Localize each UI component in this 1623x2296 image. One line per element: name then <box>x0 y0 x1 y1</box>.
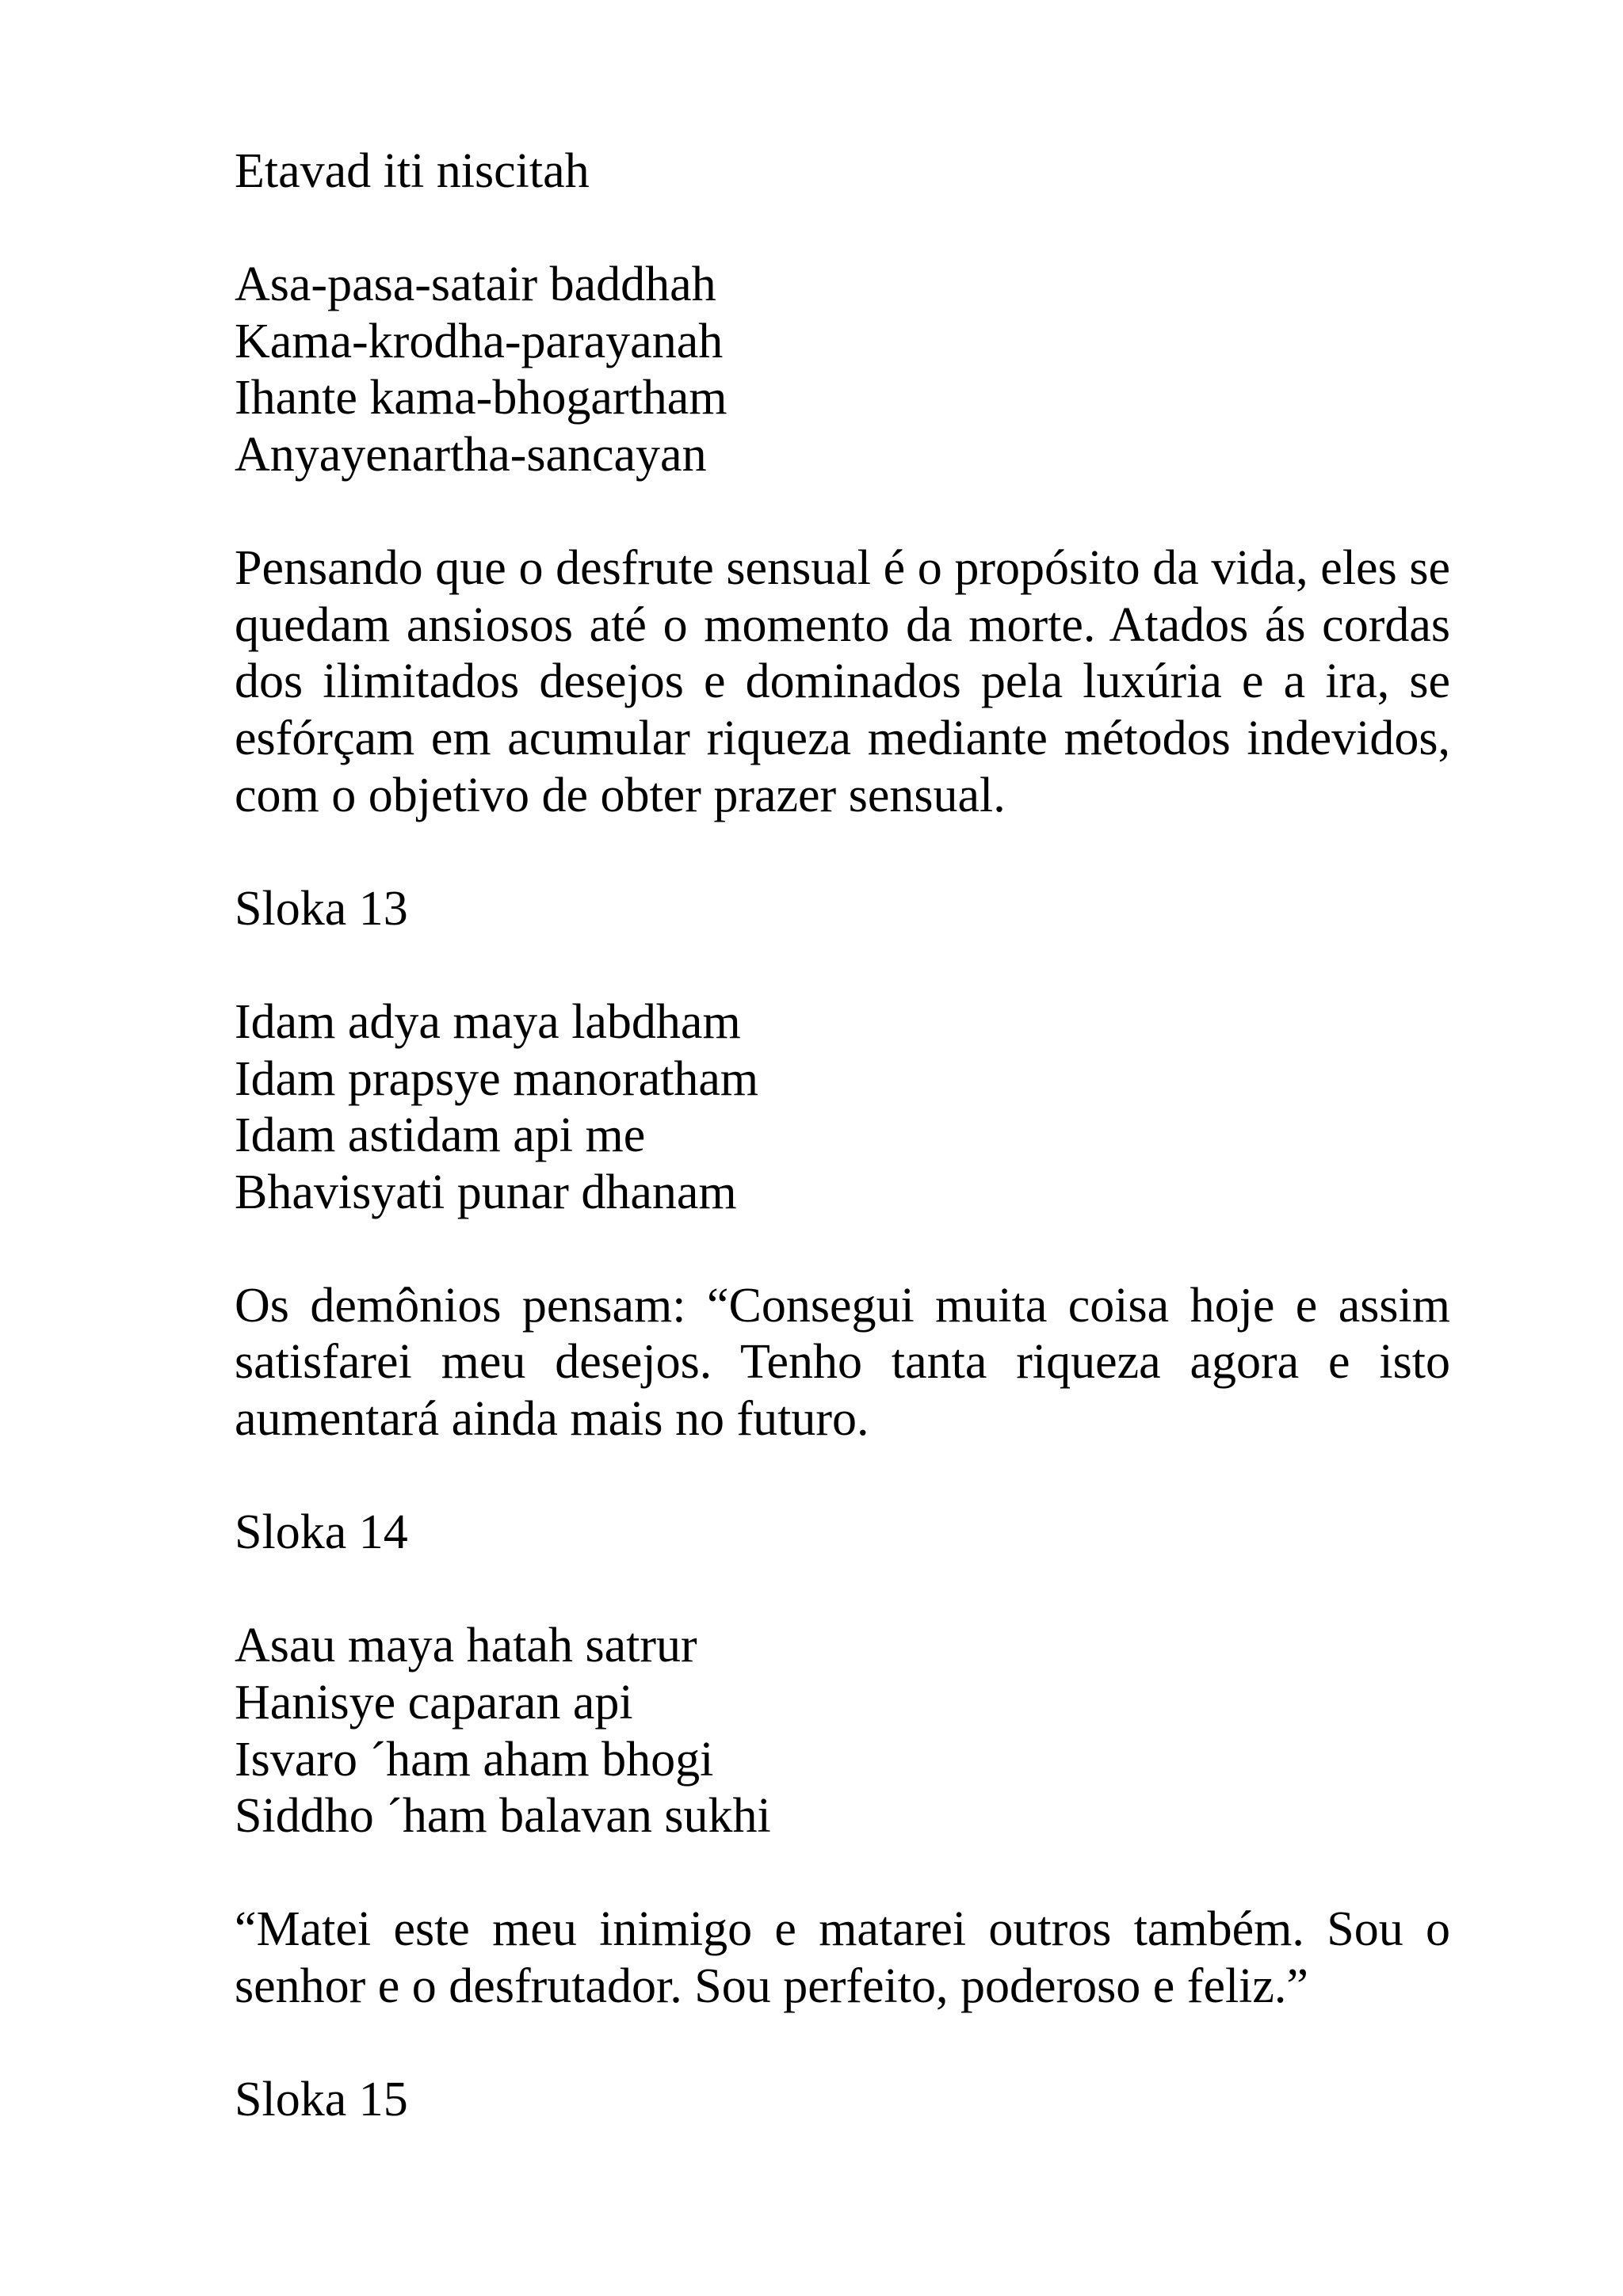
verse-line: Idam adya maya labdham <box>235 994 741 1049</box>
document-page <box>235 143 1450 2129</box>
translation-paragraph: Os demônios pensam: “Consegui muita coisa hoje e assim satisfarei meu desejos. Tenho tanta riqueza agora e isto aumentará ainda mais no futuro. <box>235 1278 1450 1447</box>
verse-line: Asa-pasa-satair baddhah <box>235 257 716 312</box>
translation-paragraph: Pensando que o desfrute sensual é o propósito da vida, eles se quedam ansiosos até o momento da morte. Atados ás cordas dos ilimitados desejos e dominados pela luxúria e a ira, se esfórçam em acumular riqueza mediante métodos indevidos, com o objetivo de obter prazer sensual. <box>235 541 1450 822</box>
sloka-heading: Sloka 14 <box>235 1505 408 1560</box>
sloka-heading: Sloka 15 <box>235 2073 408 2127</box>
verse-line: Idam astidam api me <box>235 1108 646 1163</box>
verse-line: Kama-krodha-parayanah <box>235 314 724 368</box>
verse-line: Bhavisyati punar dhanam <box>235 1165 737 1219</box>
sloka-heading: Sloka 13 <box>235 881 408 936</box>
verse-line <box>235 143 1450 200</box>
verse-line: Siddho ´ham balavan sukhi <box>235 1789 771 1844</box>
verse-line: Ihante kama-bhogartham <box>235 371 727 425</box>
verse-line: Hanisye caparan api <box>235 1676 633 1730</box>
sanskrit-verse <box>235 1618 1450 1844</box>
verse-line: Asau maya hatah satrur <box>235 1619 697 1673</box>
sanskrit-verse <box>235 994 1450 1221</box>
translation-paragraph: “Matei este meu inimigo e matarei outros também. Sou o senhor e o desfrutador. Sou perfeito, poderoso e feliz.” <box>235 1902 1450 2013</box>
verse-line-text: Etavad iti niscitah <box>235 144 590 198</box>
sanskrit-verse <box>235 257 1450 483</box>
verse-line: Anyayenartha-sancayan <box>235 427 707 482</box>
verse-line: Isvaro ´ham aham bhogi <box>235 1732 714 1787</box>
verse-line: Idam prapsye manoratham <box>235 1051 759 1106</box>
